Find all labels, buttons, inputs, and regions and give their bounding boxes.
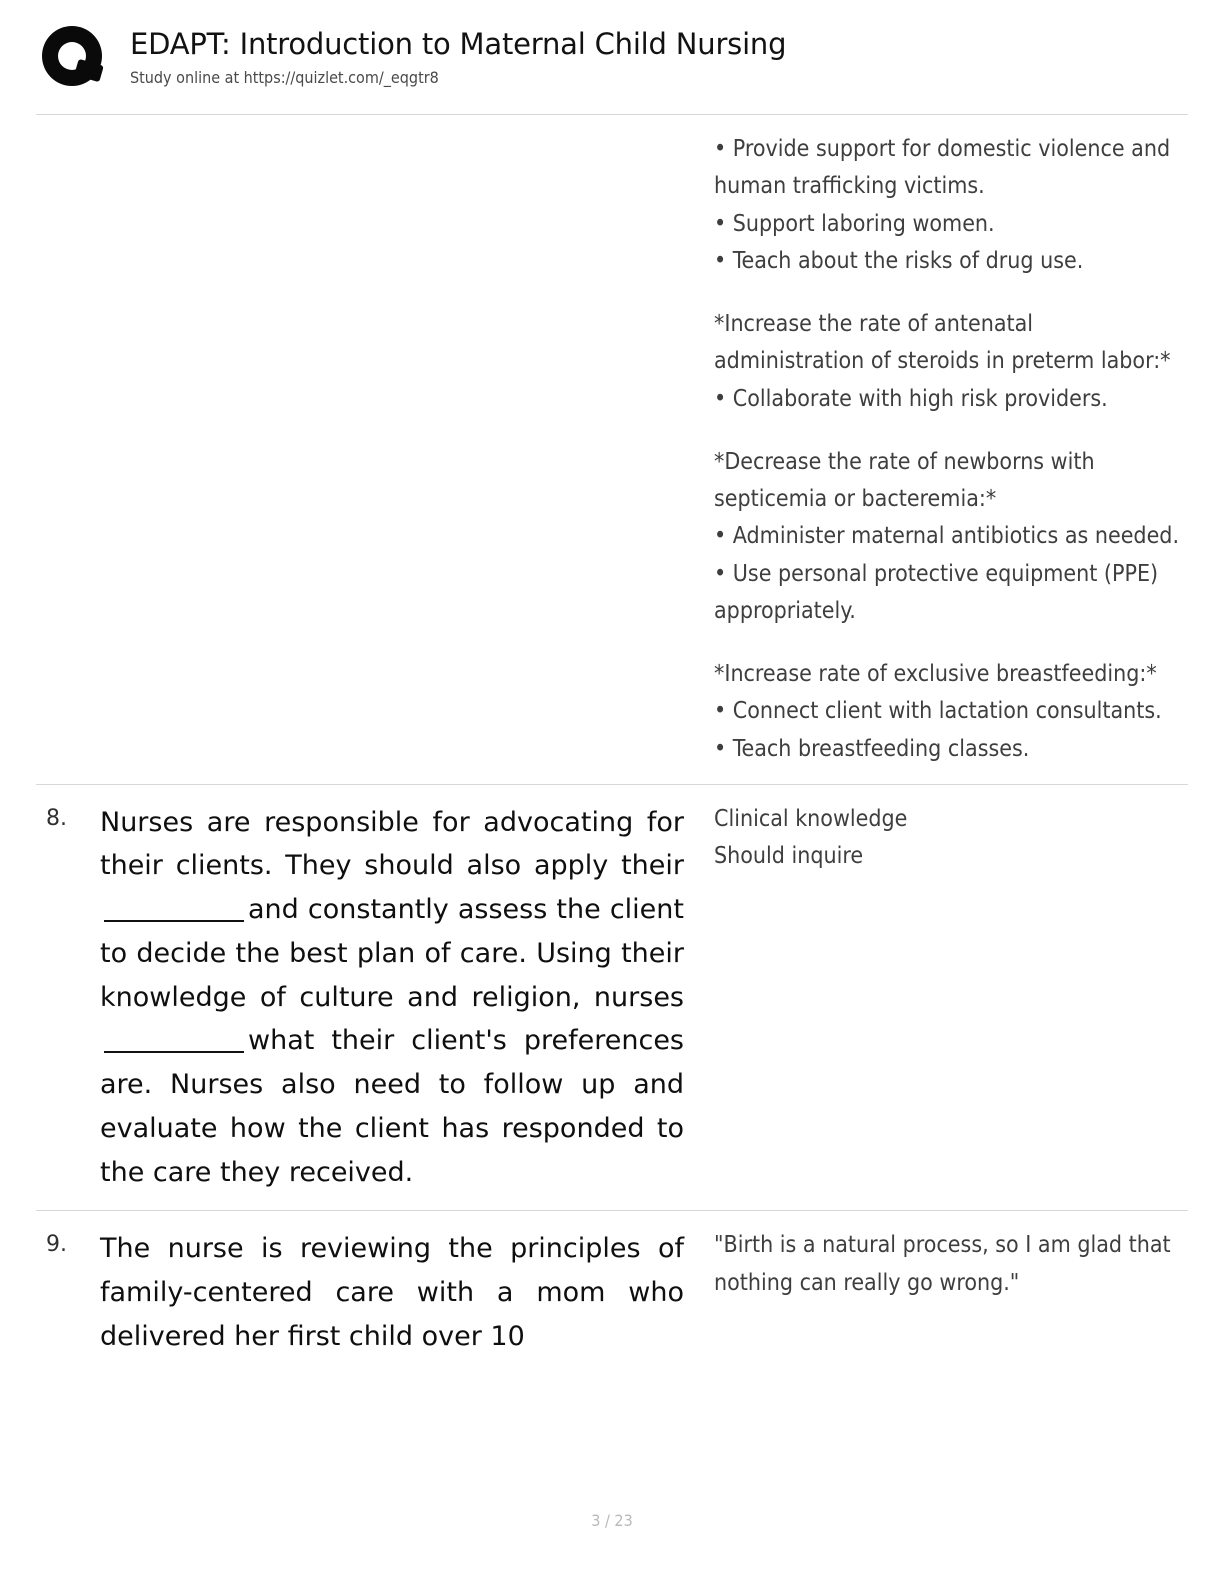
header-text (130, 22, 786, 87)
definition-line: • Use personal protective equipment (PPE) appropriately. (714, 560, 1159, 624)
term-text-part-1: Nurses are responsible for advocating for their clients. They should also apply their (100, 806, 684, 882)
definition-line: • Teach about the risks of drug use. (714, 247, 1084, 274)
definition-line: • Provide support for domestic violence and human trafficking victims. (714, 136, 1171, 200)
quizlet-q-logo-icon (38, 22, 112, 96)
term-text-part-3: what their client's preferences are. Nurses also need to follow up and evaluate how the client has responded to the care they received. (100, 1025, 684, 1188)
definition-line: • Collaborate with high risk providers. (714, 385, 1108, 412)
page-title: EDAPT: Introduction to Maternal Child Nursing (130, 27, 787, 61)
row-number: 8. (46, 805, 67, 831)
table-row (34, 1211, 1190, 1374)
term-text-part-2: and constantly assess the client to decide the best plan of care. Using their knowledge of culture and religion, nurses (100, 894, 684, 1013)
definition-line: Should inquire (714, 843, 864, 869)
row-term (100, 801, 710, 1195)
definition-line: • Teach breastfeeding classes. (714, 735, 1030, 762)
definition-line: *Increase rate of exclusive breastfeeding:* (714, 661, 1157, 687)
fill-in-blank (104, 1051, 244, 1053)
fill-in-blank (104, 920, 244, 922)
page-number: 3 / 23 (591, 1511, 633, 1530)
page-header (34, 0, 1190, 96)
row-definition (710, 801, 1188, 876)
definition-line: • Support laboring women. (714, 210, 995, 237)
definition-line: *Increase the rate of antenatal administration of steroids in preterm labor:* (714, 311, 1171, 375)
table-row (34, 115, 1190, 784)
definition-line: "Birth is a natural process, so I am glad that nothing can really go wrong." (714, 1232, 1171, 1296)
study-online-link[interactable]: Study online at https://quizlet.com/_eqgtr8 (130, 68, 439, 88)
definition-line: *Decrease the rate of newborns with septicemia or bacteremia:* (714, 448, 1095, 512)
row-term: The nurse is reviewing the principles of family-centered care with a mom who delivered her first child over 10 (100, 1233, 684, 1352)
definition-line: Clinical knowledge (714, 805, 908, 832)
row-definition (710, 131, 1188, 768)
definition-line: • Administer maternal antibiotics as needed. (714, 523, 1180, 550)
row-number: 9. (46, 1232, 67, 1258)
row-definition (710, 1227, 1188, 1302)
definition-line: • Connect client with lactation consultants. (714, 698, 1162, 725)
row-number (36, 131, 100, 136)
table-row (34, 785, 1190, 1211)
